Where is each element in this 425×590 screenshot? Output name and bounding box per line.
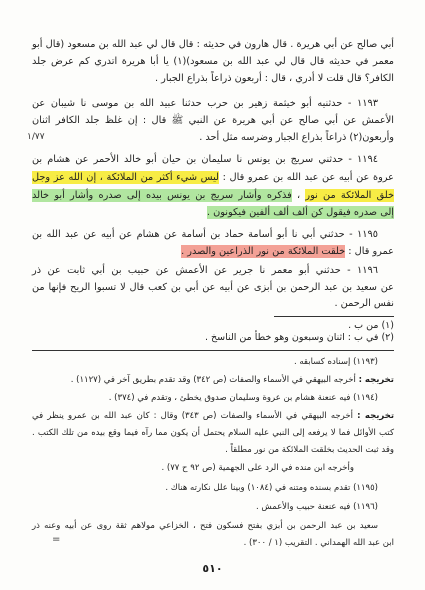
main-text-line [32, 279, 394, 296]
commentary-line [32, 535, 394, 551]
commentary-line [32, 518, 394, 534]
commentary-text: سعيد بن عبد الرحمن بن أبزي بفتح فسكون فتح ، الخزاعي مولاهم ثقة روى عن أبيه وعنه ذر [32, 521, 378, 531]
text-segment: أبي صالح عن أبي هريرة . قال هارون في حديثه : قال قال لي عبد الله بن مسعود (قال أبو [32, 39, 394, 50]
text-segment: نفس الرحمن . [334, 298, 394, 309]
commentary-text: (١١٩٥) تقدم بسنده ومتنه في (١٠٨٤) وبينا علل نكارته هناك . [165, 483, 378, 493]
highlighted-text-yellow: ليس شيء أكثر من الملائكة ، إن الله عز وجل [32, 172, 220, 183]
main-text-line [32, 95, 394, 112]
text-segment: ١١٩٤ - حدثني سريج بن يونس نا سليمان بن حيان أبو خالد الأحمر عن هشام بن [32, 154, 378, 165]
commentary-text: (١١٩٤) فيه عنعنة هشام بن عروة وسليمان صدوق يخطئ ، وتقدم في (٣٧٤) . [108, 393, 378, 403]
main-text-line [32, 295, 394, 312]
highlighted-text-yellow: خلق الملائكة من نور [305, 190, 394, 201]
main-text-line [32, 243, 394, 260]
commentary-label: تخريجه : [357, 411, 395, 421]
text-segment: ١١٩٥ - حدثني أبي نا أبو أسامة حماد بن أسامة عن هشام عن أبيه عن عبد الله بن [32, 229, 378, 240]
commentary-text: أخرجه البيهقي في الأسماء والصفات (ص ٣٤٣) وقال : كان عبد الله بن عمرو ينظر في [32, 411, 353, 421]
highlighted-text-green: فذكره وأشار سريج بن يونس بيده إلى صدره وأشار أبو خالد [32, 190, 292, 201]
main-text-line [32, 53, 394, 70]
commentary-line [32, 480, 394, 496]
highlighted-text-pink: خلقت الملائكة من نور الذراعين والصدر . [181, 246, 346, 257]
commentary-text: (١١٩٦) فيه عنعنة حبيب والأعمش . [255, 502, 378, 512]
commentary-label: تخريجه : [358, 375, 394, 385]
commentary-line [32, 425, 394, 441]
commentary-line [32, 354, 394, 370]
main-text-line [32, 129, 394, 146]
commentary-line [32, 372, 394, 388]
commentary-line [32, 442, 394, 458]
text-segment: ، [291, 190, 306, 201]
main-text-line [32, 226, 394, 243]
text-segment: وأربعون(٢) ذراعاً بذراع الجبار وضرسه مثل أحد . [199, 132, 394, 143]
main-text-line [32, 70, 394, 87]
main-text-line [32, 262, 394, 279]
main-text-line [32, 169, 394, 186]
text-segment: عروة عن أبيه عن عبد الله بن عمرو قال : [219, 172, 394, 183]
main-text-line [32, 112, 394, 129]
commentary-text: كتب الأوائل فما لا يرفعه إلى النبي عليه السلام يحتمل أن يكون مما رآه فيما وقع بيده من تلك الكتب . [32, 428, 394, 438]
continuation-mark: = [52, 534, 61, 545]
footnote-text: (١) من ب . [348, 320, 394, 331]
folio-marker: ١/٧٧ [27, 132, 45, 142]
text-segment: الكافر؟ قال قلت لا أدري ، قال : أربعون ذراعاً بذراع الجبار . [154, 73, 394, 84]
commentary-text: وأخرجه ابن منده في الرد على الجهمية (ص ٩٢ ح ٧٧) . [161, 463, 354, 473]
footnote-separator [274, 316, 394, 317]
highlighted-text-green: إلى صدره فيقول كن ألف ألف ألفين فيكونون . [206, 207, 394, 218]
text-segment: ١١٩٦ - حدثني أبو معمر نا جرير عن الأعمش عن حبيب بن أبي ثابت عن ذر [32, 265, 378, 276]
main-text-line [32, 204, 394, 221]
commentary-text: (١١٩٣) إسناده كسابقه . [293, 357, 378, 367]
commentary-text: أخرجه البيهقي في الأسماء والصفات (ص ٣٤٢) وقد تقدم بطريق آخر في (١١٢٧) . [70, 375, 356, 385]
footnote [32, 332, 394, 344]
footnote-text: (٢) في ب : اثنان وسبعون وهو خطأ من الناسخ . [204, 332, 394, 343]
text-segment: عن سعيد بن عبد الرحمن بن أبزى عن أبيه عن أبي بن كعب قال لا تسبوا الريح فإنها من [32, 282, 394, 293]
commentary-text: ابن عبد الله الهمداني . التقريب (١ / ٣٠٠) . [243, 538, 394, 548]
page-number: ٥١٠ [202, 562, 223, 575]
footnote [32, 320, 394, 332]
main-text-line [32, 36, 394, 53]
commentary-separator [32, 350, 394, 351]
main-text-line [32, 187, 394, 204]
commentary-line [32, 499, 394, 515]
text-segment: معمر في حديثه قال قال لي عبد الله بن مسعود)(١) يا أبا هريرة اتدري كم عرض جلد [32, 56, 395, 67]
text-segment: الأعمش عن أبي صالح عن أبي هريرة عن النبي ﷺ قال : إن غلظ جلد الكافر اثنان [32, 115, 394, 126]
text-segment: عمرو قال : [345, 246, 394, 257]
text-segment: ١١٩٣ - حدثنيه أبو خيثمة زهير بن حرب حدثنا عبيد الله بن موسى نا شيبان عن [32, 98, 378, 109]
commentary-line [32, 390, 394, 406]
commentary-text: وقد ثبت الحديث بخلقت الملائكة من نور مطلقاً . [225, 445, 394, 455]
commentary-line [32, 408, 394, 424]
main-text-line [32, 151, 394, 168]
commentary-line [32, 460, 394, 476]
